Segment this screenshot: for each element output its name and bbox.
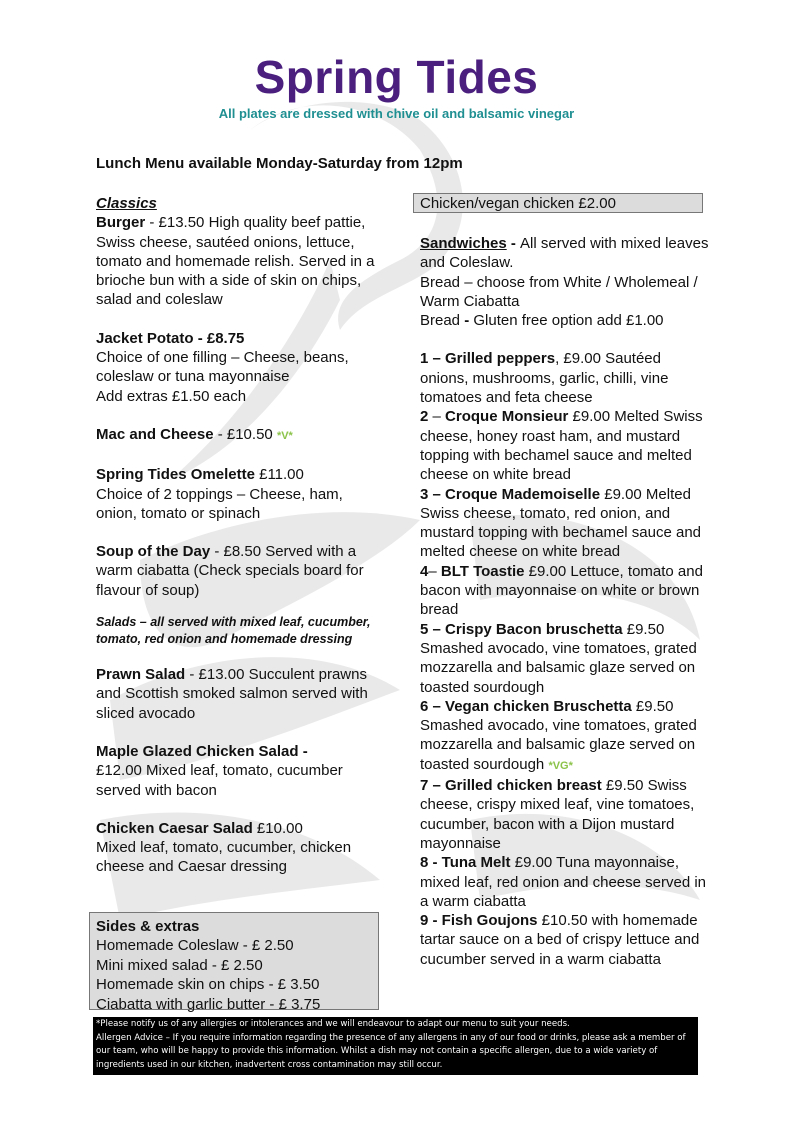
item-price: - £10.50 [213, 425, 277, 443]
vegan-tag: *VG* [548, 759, 573, 772]
side-item: Mini mixed salad - £ 2.50 [96, 956, 263, 974]
item-description: £9.50 Smashed avocado, vine tomatoes, grated mozzarella and balsamic glaze served on toasted sourdough [420, 620, 697, 696]
item-name: 5 – Crispy Bacon bruschetta [420, 620, 623, 638]
sandwich-item [420, 911, 710, 969]
allergy-notify-text: *Please notify us of any allergies or intolerances and we will endeavour to adapt our menu to suit your needs. [96, 1019, 570, 1029]
item-name: Burger [96, 214, 146, 232]
sandwich-item [420, 407, 710, 484]
item-number: 2 [420, 408, 429, 426]
item-name: Croque Monsieur [445, 408, 569, 426]
item-sep: – [428, 562, 441, 580]
item-name: 8 - Tuna Melt [420, 854, 511, 872]
sandwiches-heading: Sandwiches [420, 235, 507, 252]
sandwiches-intro-text: All served with mixed leaves and Coleslaw. [420, 235, 709, 272]
menu-item-jacket-potato [96, 329, 381, 406]
item-description: £9.50 Swiss cheese, crispy mixed leaf, vine tomatoes, cucumber, bacon with a Dijon mustard mayonnaise [420, 777, 695, 852]
item-description: £9.00 Tuna mayonnaise, mixed leaf, red onion and cheese served in a warm ciabatta [420, 854, 707, 910]
item-name: Soup of the Day [96, 543, 211, 561]
item-name: Jacket Potato - £8.75 [96, 329, 245, 347]
item-description: - £8.50 Served with a warm ciabatta (Check specials board for flavour of soup) [96, 543, 364, 599]
menu-item-soup [96, 542, 381, 600]
sandwich-item [420, 562, 710, 620]
item-description: £9.50 Smashed avocado, vine tomatoes, grated mozzarella and balsamic glaze served on toasted sourdough [420, 697, 697, 773]
menu-item-burger [96, 213, 381, 309]
item-description: £10.50 with homemade tartar sauce on a bed of crispy lettuce and cucumber served in a warm ciabatta [420, 912, 700, 968]
gf-prefix: Bread [420, 312, 465, 330]
item-name: Maple Glazed Chicken Salad - [96, 742, 308, 760]
sandwich-item [420, 776, 710, 853]
item-name: 7 – Grilled chicken breast [420, 777, 602, 795]
left-column [96, 194, 381, 877]
item-name: 6 – Vegan chicken Bruschetta [420, 697, 632, 715]
menu-item-omelette [96, 465, 381, 523]
sandwich-item [420, 697, 710, 776]
item-description: Mixed leaf, tomato, cucumber, chicken cheese and Caesar dressing [96, 839, 352, 876]
sandwich-item [420, 620, 710, 697]
item-description: Choice of one filling – Cheese, beans, coleslaw or tuna mayonnaise [96, 349, 349, 386]
gluten-free-option [420, 311, 710, 330]
menu-item-maple-chicken-salad [96, 742, 381, 800]
side-item: Homemade skin on chips - £ 3.50 [96, 976, 320, 994]
item-price: £10.00 [252, 819, 303, 837]
item-number: 4 [420, 562, 429, 580]
vegetarian-tag: *V* [276, 429, 293, 442]
side-item: Ciabatta with garlic butter - £ 3.75 [96, 995, 321, 1013]
gf-dash: - [464, 312, 470, 330]
item-description: , £9.00 Sautéed onions, mushrooms, garlic, chilli, vine tomatoes and feta cheese [420, 350, 669, 407]
allergen-advice-text: Allergen Advice – If you require information regarding the presence of any allergens in any of our food or drinks, please ask a member of our team, who will be happy to provide this information. Whilst a dish may not contain a specific allergen, due to a wide variety of ingredients used in our kitchen, inadvertent cross contamination may still occur. [96, 1032, 686, 1070]
menu-item-prawn-salad [96, 665, 381, 723]
item-name: Prawn Salad [96, 666, 186, 684]
item-name: 1 – Grilled peppers [420, 350, 556, 368]
item-description: - £13.00 Succulent prawns and Scottish smoked salmon served with sliced avocado [96, 666, 368, 722]
right-column [420, 234, 710, 969]
item-name: Spring Tides Omelette [96, 466, 255, 484]
allergen-notice [93, 1017, 698, 1075]
item-price: £11.00 [254, 466, 304, 484]
item-description: - £13.50 High quality beef pattie, Swiss cheese, sautéed onions, lettuce, tomato and homemade relish. Served in a brioche bun with a side of skin on chips, salad and coleslaw [96, 214, 375, 309]
availability-text: Lunch Menu available Monday-Saturday from 12pm [96, 155, 463, 172]
sandwich-item [420, 853, 710, 911]
sandwich-item [420, 485, 710, 562]
item-description: £9.00 Lettuce, tomato and bacon with mayonnaise on white or brown bread [420, 562, 703, 619]
item-description: £9.00 Melted Swiss cheese, tomato, red onion, and mustard topping with bechamel sauce and melted cheese on white bread [420, 485, 702, 561]
item-extra: Add extras £1.50 each [96, 387, 247, 405]
sandwiches-intro [420, 234, 710, 273]
item-description: £12.00 Mixed leaf, tomato, cucumber served with bacon [96, 762, 343, 799]
item-description: £9.00 Melted Swiss cheese, honey roast ham, and mustard topping with bechamel sauce and melted cheese on white bread [420, 408, 703, 484]
side-item: Homemade Coleslaw - £ 2.50 [96, 937, 294, 955]
sides-heading: Sides & extras [96, 918, 200, 935]
salads-note: Salads – all served with mixed leaf, cucumber, tomato, red onion and homemade dressing [96, 615, 371, 647]
page-title: Spring Tides [254, 51, 539, 103]
page-subtitle: All plates are dressed with chive oil and balsamic vinegar [218, 106, 575, 121]
sides-box [89, 912, 379, 1013]
item-name: 9 - Fish Goujons [420, 912, 538, 930]
item-name: Mac and Cheese [96, 425, 214, 443]
sandwiches-heading-dash: - [506, 235, 521, 252]
item-name: BLT Toastie [440, 562, 525, 580]
item-sep: – [428, 408, 446, 426]
extra-chicken-box: Chicken/vegan chicken £2.00 [413, 193, 703, 213]
menu-item-mac-and-cheese [96, 425, 381, 446]
menu-item-caesar-salad [96, 819, 381, 877]
item-name: 3 – Croque Mademoiselle [420, 485, 601, 503]
item-name: Chicken Caesar Salad [96, 819, 253, 837]
item-description: Choice of 2 toppings – Cheese, ham, onion, tomato or spinach [96, 485, 343, 522]
gf-text: Gluten free option add £1.00 [469, 312, 664, 330]
sandwich-item [420, 349, 710, 407]
classics-heading: Classics [96, 195, 157, 212]
bread-choice: Bread – choose from White / Wholemeal / Warm Ciabatta [420, 273, 698, 310]
